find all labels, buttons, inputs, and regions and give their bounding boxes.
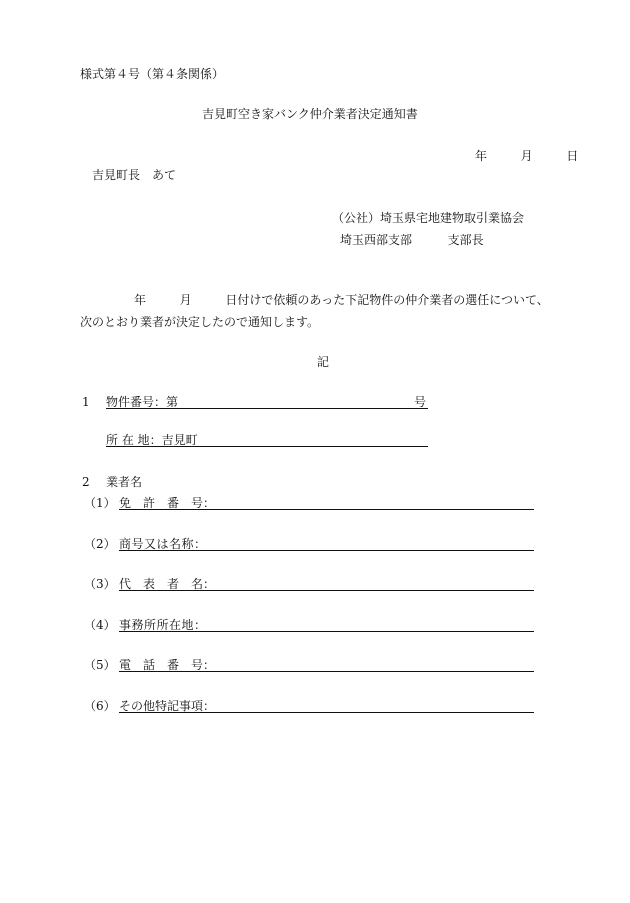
office-address-label: 事務所所在地： xyxy=(119,618,207,632)
trade-name-line xyxy=(119,550,534,551)
phone-number-label: 電 話 番 号： xyxy=(119,658,216,672)
date-line xyxy=(475,148,578,164)
license-number-label: 免 許 番 号： xyxy=(119,496,216,510)
date-year: 年 xyxy=(475,149,488,163)
property-number-underline xyxy=(106,408,428,409)
property-number-label: 物件番号：第 xyxy=(106,395,179,409)
body-year: 年 xyxy=(134,293,147,307)
body-month: 月 xyxy=(179,293,192,307)
body-text-1: 日付けで依頼のあった下記物件の仲介業者の選任について、 xyxy=(225,293,549,307)
property-number-suffix: 号 xyxy=(414,395,427,409)
date-month: 月 xyxy=(520,149,533,163)
date-day: 日 xyxy=(566,149,579,163)
item2-number: 2 xyxy=(82,475,90,489)
body-line-1 xyxy=(134,292,549,308)
field-number: （1） xyxy=(84,496,116,510)
sender-head: 支部長 xyxy=(447,233,484,247)
sender-organization: （公社）埼玉県宅地建物取引業協会 xyxy=(332,211,525,225)
ki-heading: 記 xyxy=(317,355,330,369)
field-number: （3） xyxy=(84,577,116,591)
phone-number-line xyxy=(119,671,534,672)
field-number: （4） xyxy=(84,618,116,632)
sender-branch-line xyxy=(340,232,484,248)
representative-line xyxy=(119,590,534,591)
representative-label: 代 表 者 名： xyxy=(119,577,216,591)
addressee: 吉見町長 あて xyxy=(92,168,177,182)
special-notes-line xyxy=(119,712,534,713)
location-label: 所 在 地：吉見町 xyxy=(106,433,198,447)
license-number-line xyxy=(119,509,534,510)
item2-heading: 業者名 xyxy=(106,475,143,489)
form-reference: 様式第４号（第４条関係） xyxy=(80,67,225,81)
location-underline xyxy=(106,446,428,447)
trade-name-label: 商号又は名称： xyxy=(119,537,207,551)
office-address-line xyxy=(119,631,534,632)
field-number: （5） xyxy=(84,658,116,672)
field-number: （2） xyxy=(84,537,116,551)
special-notes-label: その他特記事項： xyxy=(119,699,216,713)
document-title: 吉見町空き家バンク仲介業者決定通知書 xyxy=(202,107,418,121)
body-line-2: 次のとおり業者が決定したので通知します。 xyxy=(80,315,320,329)
item1-number: 1 xyxy=(82,395,90,409)
sender-branch: 埼玉西部支部 xyxy=(340,233,413,247)
field-number: （6） xyxy=(84,699,116,713)
